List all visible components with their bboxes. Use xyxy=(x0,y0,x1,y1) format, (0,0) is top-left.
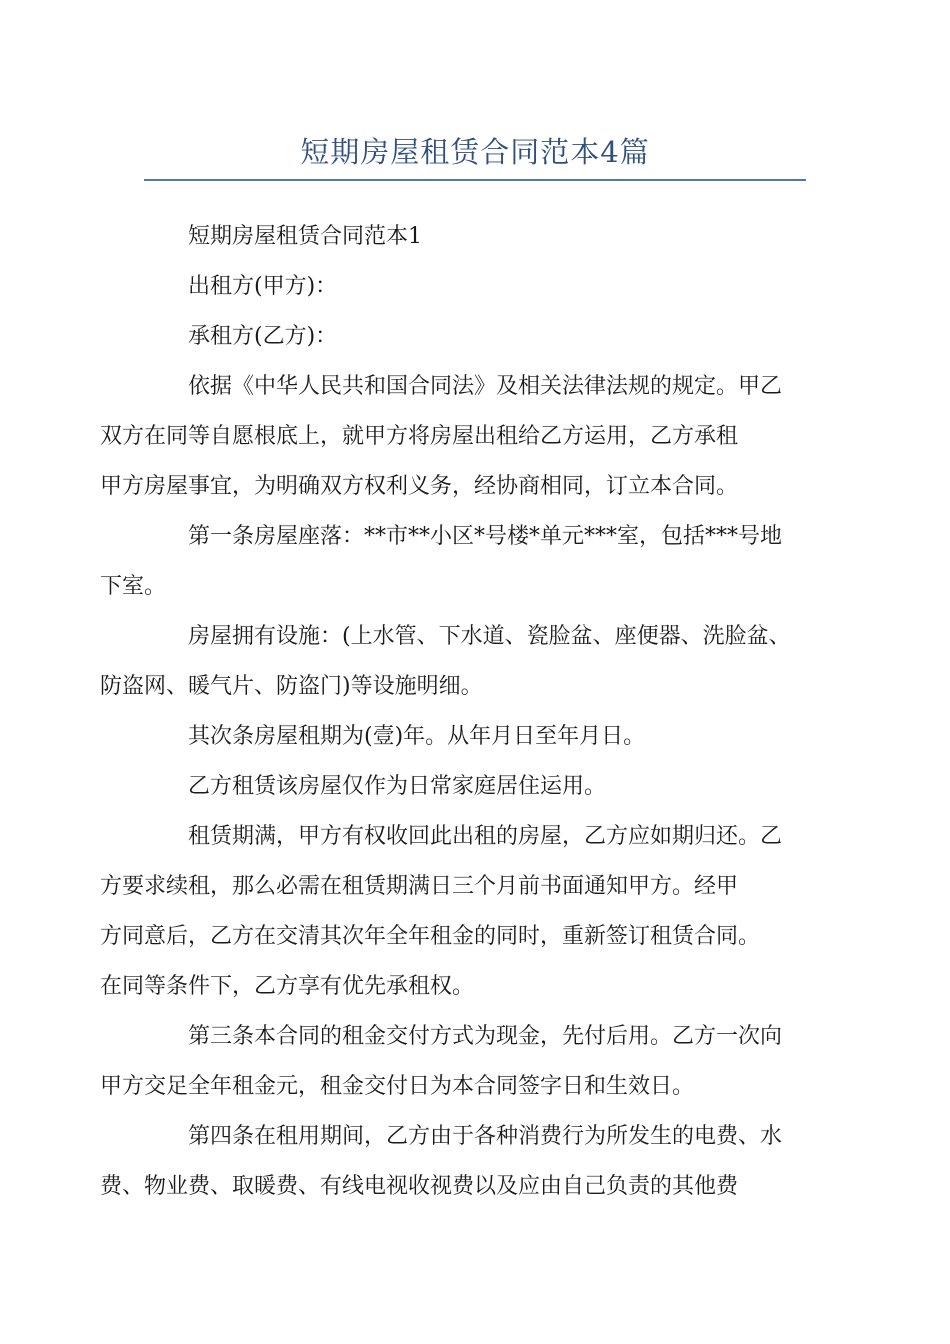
paragraph xyxy=(144,212,824,262)
paragraph-line: 费、物业费、取暖费、有线电视收视费以及应由自己负责的其他费 xyxy=(100,1174,739,1199)
paragraph xyxy=(100,1112,824,1212)
paragraph-line: 房屋拥有设施：(上水管、下水道、瓷脸盆、座便器、洗脸盆、 xyxy=(188,624,791,649)
paragraph-line: 第四条在租用期间，乙方由于各种消费行为所发生的电费、水 xyxy=(188,1124,783,1149)
paragraph-line: 出租方(甲方)： xyxy=(188,274,338,299)
paragraph-line: 甲方房屋事宜，为明确双方权利义务，经协商相同，订立本合同。 xyxy=(100,474,739,499)
paragraph xyxy=(144,262,824,312)
paragraph-line: 乙方租赁该房屋仅作为日常家庭居住运用。 xyxy=(188,774,607,799)
paragraph xyxy=(100,1012,824,1112)
paragraph-line: 依据《中华人民共和国合同法》及相关法律法规的规定。甲乙 xyxy=(188,374,783,399)
paragraph xyxy=(100,612,824,712)
paragraph xyxy=(144,712,824,762)
paragraph-line: 甲方交足全年租金元，租金交付日为本合同签字日和生效日。 xyxy=(100,1074,695,1099)
paragraph-line: 在同等条件下，乙方享有优先承租权。 xyxy=(100,974,475,999)
document-title: 短期房屋租赁合同范本4篇 xyxy=(300,135,650,169)
paragraph-line: 其次条房屋租期为(壹)年。从年月日至年月日。 xyxy=(188,724,646,749)
paragraph-line: 短期房屋租赁合同范本1 xyxy=(188,224,422,249)
document-body xyxy=(100,212,824,1212)
paragraph-line: 第三条本合同的租金交付方式为现金，先付后用。乙方一次向 xyxy=(188,1024,783,1049)
paragraph-line: 双方在同等自愿根底上，就甲方将房屋出租给乙方运用，乙方承租 xyxy=(100,424,739,449)
paragraph xyxy=(144,312,824,362)
title-underline xyxy=(144,179,806,181)
paragraph-line: 承租方(乙方)： xyxy=(188,324,338,349)
paragraph-line: 第一条房屋座落：**市**小区*号楼*单元***室，包括***号地 xyxy=(188,524,783,549)
paragraph xyxy=(100,812,824,1012)
paragraph-line: 防盗网、暖气片、防盗门)等设施明细。 xyxy=(100,674,483,699)
paragraph-line: 下室。 xyxy=(100,574,167,599)
paragraph xyxy=(100,512,824,612)
paragraph-line: 租赁期满，甲方有权收回此出租的房屋，乙方应如期归还。乙 xyxy=(188,824,783,849)
paragraph-line: 方要求续租，那么必需在租赁期满日三个月前书面通知甲方。经甲 xyxy=(100,874,739,899)
paragraph-line: 方同意后，乙方在交清其次年全年租金的同时，重新签订租赁合同。 xyxy=(100,924,761,949)
paragraph xyxy=(144,762,824,812)
paragraph xyxy=(100,362,824,512)
